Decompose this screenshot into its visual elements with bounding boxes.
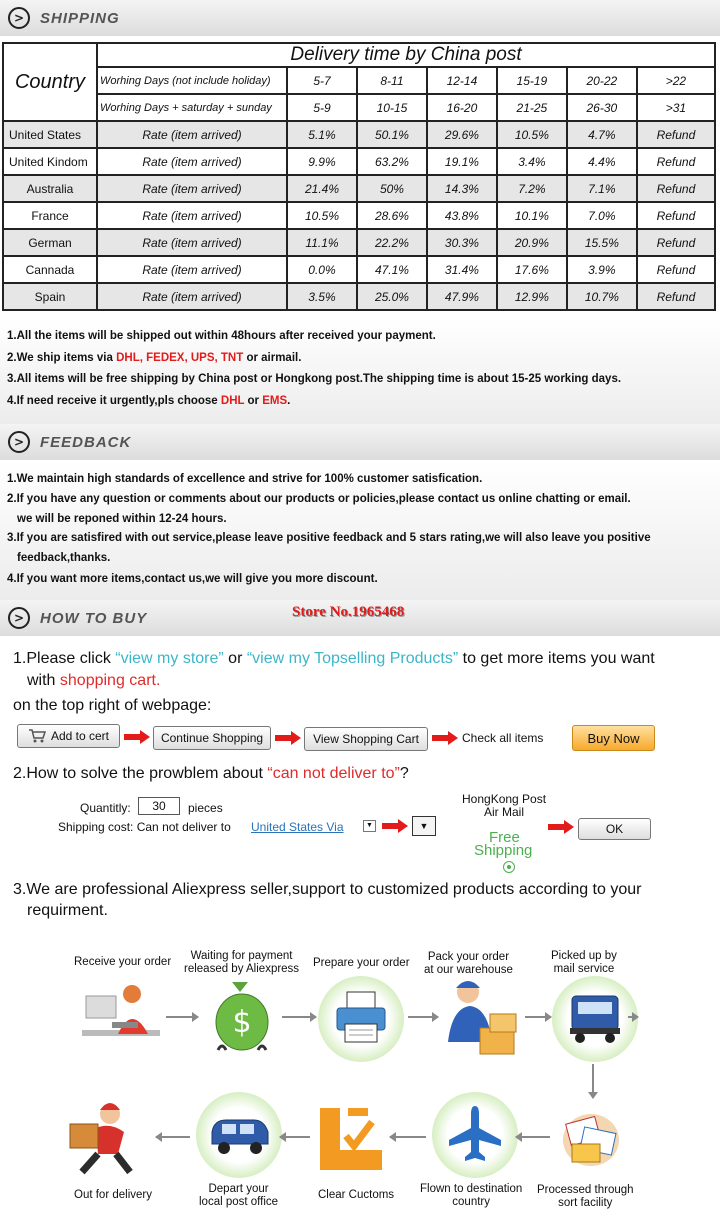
free-label: Free bbox=[489, 829, 520, 846]
view-store-link[interactable]: “view my store” bbox=[115, 650, 224, 667]
step-depart-label bbox=[199, 1183, 278, 1209]
feedback-notes bbox=[0, 460, 720, 600]
rate-label-cell: Rate (item arrived) bbox=[97, 148, 287, 175]
rate-value-cell: 7.2% bbox=[497, 175, 567, 202]
rate-value-cell: 9.9% bbox=[287, 148, 357, 175]
table-row bbox=[3, 148, 715, 175]
shipping-notes bbox=[0, 318, 720, 426]
step-line: Picked up by bbox=[551, 950, 617, 962]
car-icon bbox=[208, 1116, 272, 1156]
rate-value-cell: 21.4% bbox=[287, 175, 357, 202]
step-line: Pack your order bbox=[427, 951, 510, 963]
step-prepare-label: Prepare your order bbox=[313, 957, 410, 969]
rate-value-cell: 43.8% bbox=[427, 202, 497, 229]
truck-icon bbox=[566, 994, 624, 1044]
rate-value-cell: 47.9% bbox=[427, 283, 497, 310]
continue-shopping-button[interactable]: Continue Shopping bbox=[153, 726, 271, 750]
red-arrow-icon bbox=[275, 731, 301, 745]
arrow-right-icon: > bbox=[8, 607, 30, 629]
red-arrow-icon bbox=[548, 820, 574, 834]
rate-value-cell: 22.2% bbox=[357, 229, 427, 256]
country-cell: German bbox=[3, 229, 97, 256]
rate-value-cell: Refund bbox=[637, 202, 715, 229]
rate-value-cell: 4.4% bbox=[567, 148, 637, 175]
step-line: released by Aliexpress bbox=[184, 963, 300, 975]
rate-label-cell: Rate (item arrived) bbox=[97, 202, 287, 229]
table-cell: 26-30 bbox=[567, 94, 637, 121]
view-topselling-link[interactable]: “view my Topselling Products” bbox=[246, 650, 459, 667]
rate-value-cell: 29.6% bbox=[427, 121, 497, 148]
shipping-note bbox=[7, 352, 301, 364]
country-cell: Australia bbox=[3, 175, 97, 202]
dropdown-toggle-icon[interactable]: ▼ bbox=[412, 816, 436, 836]
feedback-line: 2.If you have any question or comments about our products or policies,please contact us online chatting or email. bbox=[7, 493, 631, 505]
rate-value-cell: 10.7% bbox=[567, 283, 637, 310]
rate-value-cell: 11.1% bbox=[287, 229, 357, 256]
step-line: sort facility bbox=[558, 1197, 613, 1209]
table-cell: >22 bbox=[637, 67, 715, 94]
step-text: 2.How to solve the prowblem about bbox=[13, 765, 268, 782]
rate-value-cell: 50% bbox=[357, 175, 427, 202]
arrow-right-icon: > bbox=[8, 7, 30, 29]
shipping-via-select[interactable]: United States Via bbox=[251, 820, 344, 834]
step-customs-label: Clear Cuctoms bbox=[318, 1189, 395, 1201]
table-row bbox=[3, 256, 715, 283]
rate-value-cell: 3.5% bbox=[287, 283, 357, 310]
working-days-plus-label: Worhing Days + saturday + sunday bbox=[97, 94, 287, 121]
ems-text: EMS bbox=[262, 395, 288, 407]
table-row bbox=[3, 283, 715, 310]
table-cell: 8-11 bbox=[357, 67, 427, 94]
rate-value-cell: Refund bbox=[637, 175, 715, 202]
country-cell: Spain bbox=[3, 283, 97, 310]
flow-arrow-icon bbox=[282, 1016, 316, 1018]
note-text: or airmail. bbox=[243, 352, 302, 364]
hongkong-post-label: HongKong Post bbox=[462, 792, 547, 806]
note-text: or bbox=[244, 395, 263, 407]
rate-value-cell: 5.1% bbox=[287, 121, 357, 148]
rate-value-cell: 0.0% bbox=[287, 256, 357, 283]
store-number: Store No.1965468 bbox=[292, 604, 405, 620]
country-cell: France bbox=[3, 202, 97, 229]
person-computer-icon bbox=[82, 978, 162, 1048]
table-cell: 10-15 bbox=[357, 94, 427, 121]
rate-label-cell: Rate (item arrived) bbox=[97, 175, 287, 202]
rate-value-cell: 28.6% bbox=[357, 202, 427, 229]
worker-boxes-icon bbox=[440, 976, 522, 1060]
air-mail-label: Air Mail bbox=[484, 805, 525, 819]
rate-value-cell: 19.1% bbox=[427, 148, 497, 175]
quantity-input[interactable]: 30 bbox=[138, 797, 180, 815]
table-cell: 20-22 bbox=[567, 67, 637, 94]
shipping-note: 3.All items will be free shipping by China post or Hongkong post.The shipping time is about 15-25 working days. bbox=[7, 373, 622, 385]
rate-value-cell: 3.9% bbox=[567, 256, 637, 283]
step-text: to get more items you want bbox=[458, 650, 655, 667]
rate-value-cell: 31.4% bbox=[427, 256, 497, 283]
feedback-line: 1.We maintain high standards of excellence and strive for 100% customer satisfication. bbox=[7, 473, 483, 485]
table-cell: 12-14 bbox=[427, 67, 497, 94]
step-text: with bbox=[27, 672, 60, 689]
feedback-header bbox=[0, 424, 720, 460]
flow-arrow-icon bbox=[628, 1016, 638, 1018]
rate-value-cell: 7.0% bbox=[567, 202, 637, 229]
cannot-deliver-text: “can not deliver to” bbox=[267, 765, 400, 782]
step-pack-label bbox=[424, 951, 513, 977]
step-picked-label bbox=[551, 950, 617, 976]
cart-icon bbox=[28, 729, 46, 743]
rate-value-cell: 20.9% bbox=[497, 229, 567, 256]
howto-step1-cont bbox=[27, 672, 160, 690]
radio-button[interactable] bbox=[503, 861, 515, 873]
free-shipping-label: Shipping bbox=[474, 842, 533, 859]
flow-arrow-icon bbox=[166, 1016, 198, 1018]
howto-step3: 3.We are professional Aliexpress seller,support to customized products according to your bbox=[13, 881, 642, 898]
delivery-man-icon bbox=[66, 1100, 146, 1178]
rate-value-cell: 4.7% bbox=[567, 121, 637, 148]
howto-title: HOW TO BUY bbox=[40, 609, 148, 627]
step-line: mail service bbox=[553, 963, 615, 975]
red-arrow-icon bbox=[124, 730, 150, 744]
feedback-line: feedback,thanks. bbox=[17, 552, 111, 564]
step-line: Waiting for payment bbox=[190, 950, 293, 962]
table-cell: 5-9 bbox=[287, 94, 357, 121]
note-text: 4.If need receive it urgently,pls choose bbox=[7, 395, 221, 407]
pieces-label: pieces bbox=[188, 801, 223, 815]
country-cell: Cannada bbox=[3, 256, 97, 283]
note-text: . bbox=[287, 395, 291, 407]
dhl-text: DHL bbox=[220, 395, 245, 407]
howto-step1 bbox=[13, 650, 655, 668]
rate-value-cell: 30.3% bbox=[427, 229, 497, 256]
rate-value-cell: 15.5% bbox=[567, 229, 637, 256]
step-receive-label: Receive your order bbox=[74, 956, 172, 968]
note-text: 2.We ship items via bbox=[7, 352, 117, 364]
step-line: local post office bbox=[199, 1196, 279, 1208]
flow-arrow-icon bbox=[280, 1136, 310, 1138]
table-cell: 15-19 bbox=[497, 67, 567, 94]
flow-arrow-icon bbox=[525, 1016, 551, 1018]
arrow-right-icon: > bbox=[8, 431, 30, 453]
rate-label-cell: Rate (item arrived) bbox=[97, 121, 287, 148]
rate-label-cell: Rate (item arrived) bbox=[97, 229, 287, 256]
rate-value-cell: 12.9% bbox=[497, 283, 567, 310]
delivery-header: Delivery time by China post bbox=[97, 43, 715, 67]
red-arrow-icon bbox=[432, 731, 458, 745]
step-line: country bbox=[452, 1196, 490, 1208]
airplane-icon bbox=[446, 1104, 504, 1162]
quantity-label: Quantitly: bbox=[80, 801, 131, 815]
table-cell: 5-7 bbox=[287, 67, 357, 94]
rate-value-cell: 3.4% bbox=[497, 148, 567, 175]
rate-value-cell: 10.5% bbox=[497, 121, 567, 148]
rate-value-cell: 10.1% bbox=[497, 202, 567, 229]
rate-label-cell: Rate (item arrived) bbox=[97, 283, 287, 310]
rate-value-cell: Refund bbox=[637, 283, 715, 310]
chevron-down-icon[interactable]: ▼ bbox=[363, 820, 376, 832]
customs-icon bbox=[318, 1106, 384, 1172]
rate-value-cell: Refund bbox=[637, 256, 715, 283]
rate-value-cell: 17.6% bbox=[497, 256, 567, 283]
flow-arrow-icon bbox=[390, 1136, 426, 1138]
view-shopping-cart-button[interactable]: View Shopping Cart bbox=[304, 727, 428, 751]
rate-value-cell: 14.3% bbox=[427, 175, 497, 202]
flow-arrow-icon bbox=[156, 1136, 190, 1138]
shipping-table bbox=[2, 42, 716, 311]
feedback-line: 3.If you are satisfired with out service,please leave positive feedback and 5 stars rating,we will also leave you positive bbox=[7, 532, 651, 544]
feedback-line: 4.If you want more items,contact us,we will give you more discount. bbox=[7, 573, 378, 585]
shopping-cart-text: shopping cart. bbox=[59, 672, 161, 689]
howto-step1-note: on the top right of webpage: bbox=[13, 697, 212, 714]
howto-step2 bbox=[13, 765, 409, 783]
rate-value-cell: Refund bbox=[637, 148, 715, 175]
howto-step3-cont: requirment. bbox=[27, 902, 108, 919]
step-text: 1.Please click bbox=[13, 650, 116, 667]
money-bag-icon bbox=[206, 974, 278, 1058]
working-days-label: Worhing Days (not include holiday) bbox=[97, 67, 287, 94]
table-row bbox=[3, 121, 715, 148]
printer-icon bbox=[335, 990, 387, 1046]
table-row bbox=[3, 175, 715, 202]
shipping-header bbox=[0, 0, 720, 36]
step-line: Processed through bbox=[537, 1184, 634, 1196]
shipping-note: 1.All the items will be shipped out within 48hours after received your payment. bbox=[7, 330, 436, 342]
red-arrow-icon bbox=[382, 819, 408, 833]
ok-button[interactable]: OK bbox=[578, 818, 651, 840]
step-out-delivery-label: Out for delivery bbox=[74, 1189, 152, 1201]
rate-value-cell: 47.1% bbox=[357, 256, 427, 283]
radio-dot-icon bbox=[507, 865, 511, 869]
rate-value-cell: 63.2% bbox=[357, 148, 427, 175]
rate-label-cell: Rate (item arrived) bbox=[97, 256, 287, 283]
flow-arrow-icon bbox=[408, 1016, 438, 1018]
svg-text:$: $ bbox=[232, 1005, 252, 1040]
step-line: Flown to destination bbox=[420, 1183, 523, 1195]
mail-bundle-icon bbox=[558, 1100, 624, 1172]
step-line: at our warehouse bbox=[424, 964, 513, 976]
feedback-title: FEEDBACK bbox=[40, 433, 132, 451]
shipping-cost-label: Shipping cost: Can not deliver to bbox=[58, 820, 231, 834]
country-cell: United Kindom bbox=[3, 148, 97, 175]
rate-value-cell: Refund bbox=[637, 121, 715, 148]
carriers-text: DHL, FEDEX, UPS, TNT bbox=[116, 352, 244, 364]
rate-value-cell: 50.1% bbox=[357, 121, 427, 148]
step-text: or bbox=[223, 650, 247, 667]
buy-now-button[interactable]: Buy Now bbox=[572, 725, 655, 751]
table-cell: 16-20 bbox=[427, 94, 497, 121]
feedback-line: we will be reponed within 12-24 hours. bbox=[17, 513, 227, 525]
rate-value-cell: 25.0% bbox=[357, 283, 427, 310]
step-flown-label bbox=[420, 1183, 522, 1209]
step-waiting-label bbox=[184, 950, 299, 976]
country-header: Country bbox=[3, 43, 97, 121]
table-row bbox=[3, 229, 715, 256]
step-line: Depart your bbox=[208, 1183, 269, 1195]
flow-arrow-icon bbox=[516, 1136, 550, 1138]
add-to-cart-label: Add to cert bbox=[50, 729, 110, 743]
rate-value-cell: 10.5% bbox=[287, 202, 357, 229]
add-to-cart-button[interactable] bbox=[17, 724, 120, 748]
step-text: ? bbox=[399, 765, 409, 782]
shipping-title: SHIPPING bbox=[40, 9, 120, 27]
rate-value-cell: 7.1% bbox=[567, 175, 637, 202]
step-processed-label bbox=[537, 1184, 634, 1210]
table-cell: 21-25 bbox=[497, 94, 567, 121]
rate-value-cell: Refund bbox=[637, 229, 715, 256]
table-cell: >31 bbox=[637, 94, 715, 121]
check-all-items-text: Check all items bbox=[462, 731, 544, 745]
shipping-note bbox=[7, 395, 290, 407]
flow-arrow-down-icon bbox=[592, 1064, 594, 1098]
table-row bbox=[3, 202, 715, 229]
country-cell: United States bbox=[3, 121, 97, 148]
